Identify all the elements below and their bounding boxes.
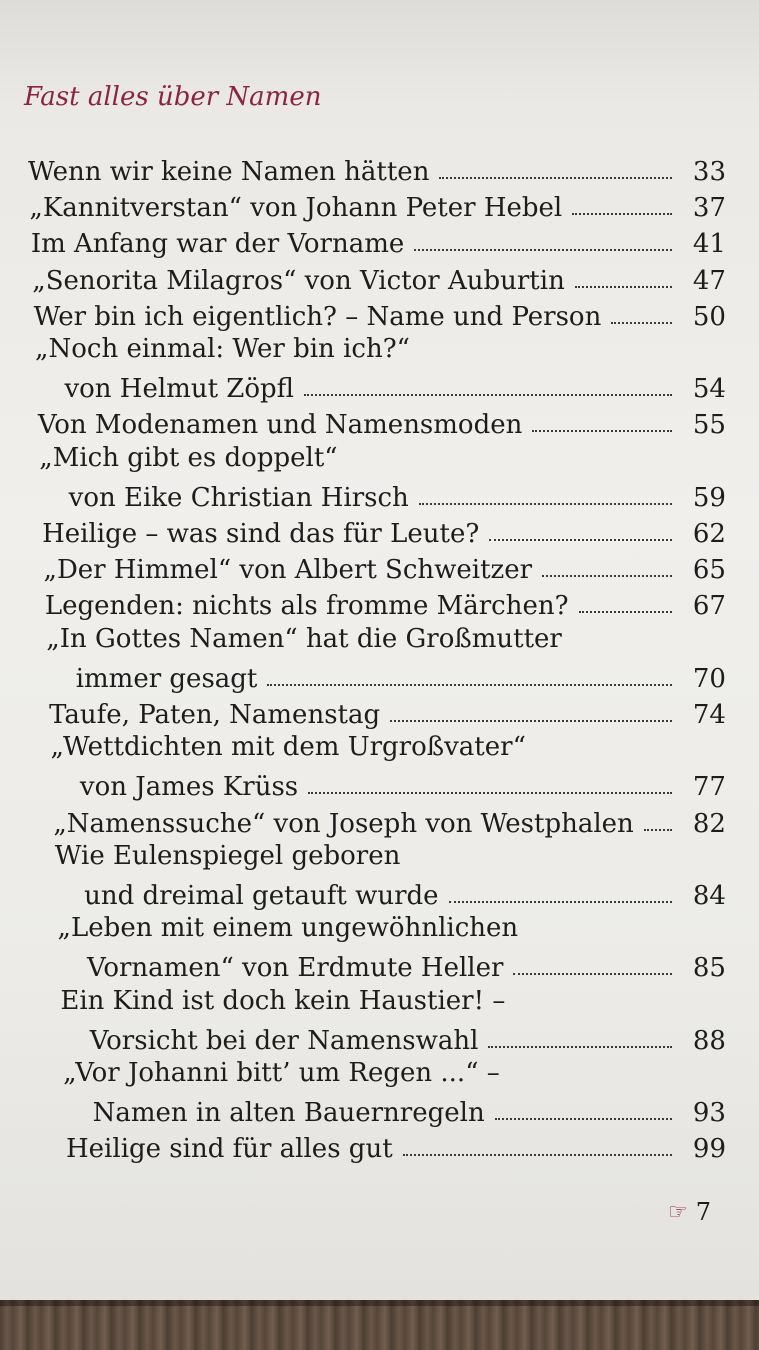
toc-entry-title: von James Krüss (79, 772, 299, 803)
toc-entry (43, 550, 726, 586)
toc-entry-title: Taufe, Paten, Namenstag (49, 700, 381, 730)
toc-entry (64, 369, 726, 405)
toc-dot-leader (419, 503, 672, 505)
toc-dot-leader (489, 539, 672, 541)
toc-entry (76, 659, 726, 695)
toc-entry-title-line: „Noch einmal: Wer bin ich?“ (35, 334, 410, 364)
toc-entry (28, 152, 726, 188)
toc-entry-title: Vornamen“ von Erdmute Heller (86, 953, 504, 984)
toc-dot-leader (644, 829, 672, 831)
toc-dot-leader (414, 249, 672, 251)
toc-page-number: 88 (692, 1025, 726, 1056)
toc-page-number: 77 (692, 772, 726, 803)
toc-entry-title: „Kannitverstan“ von Johann Peter Hebel (29, 193, 563, 224)
toc-entry (87, 948, 726, 984)
toc-page-number: 65 (692, 555, 726, 586)
toc-entry (93, 1093, 726, 1129)
toc-entry (34, 297, 726, 333)
toc-dot-leader (449, 901, 672, 903)
toc-entry-title-line: „Leben mit einem ungewöhnlichen (57, 913, 519, 944)
toc-dot-leader (403, 1154, 672, 1156)
toc-entry (32, 261, 726, 297)
toc-page-number: 50 (692, 301, 726, 332)
toc-dot-leader (579, 611, 672, 613)
toc-entry-title: Heilige – was sind das für Leute? (42, 519, 480, 549)
toc-entry (49, 695, 726, 731)
page-edge-shadow (0, 1300, 759, 1306)
toc-dot-leader (308, 792, 672, 794)
toc-entry-title: Von Modenamen und Namensmoden (37, 410, 523, 441)
toc-entry-title-line: Wie Eulenspiegel geboren (54, 840, 401, 871)
toc-page-number: 59 (692, 482, 726, 513)
toc-dot-leader (572, 213, 672, 215)
toc-entry-title: Legenden: nichts als fromme Märchen? (44, 591, 569, 622)
toc-entry (84, 876, 726, 912)
toc-entry-title: von Helmut Zöpfl (64, 374, 294, 405)
toc-page-number: 70 (692, 663, 726, 694)
toc-entry-title: Namen in alten Bauernregeln (92, 1098, 485, 1129)
toc-page-number: 33 (692, 157, 726, 187)
toc-entry-title: immer gesagt (75, 663, 258, 694)
toc-page-number: 37 (692, 193, 726, 224)
toc-page-number: 85 (692, 953, 726, 984)
toc-dot-leader (575, 286, 672, 288)
toc-entry (80, 767, 726, 803)
toc-entry-title: Wenn wir keine Namen hätten (28, 157, 430, 187)
toc-entry-title: Vorsicht bei der Namenswahl (89, 1025, 479, 1056)
toc-page-number: 41 (692, 229, 726, 260)
toc-entry-title: und dreimal getauft wurde (84, 881, 439, 911)
toc-dot-leader (611, 322, 672, 324)
toc-entry-title: Im Anfang war der Vorname (30, 229, 405, 260)
toc-page-number: 82 (692, 808, 726, 839)
toc-dot-leader (495, 1118, 672, 1120)
toc-entry-title: Heilige sind für alles gut (66, 1134, 393, 1165)
toc-dot-leader (513, 973, 672, 975)
toc-dot-leader (390, 720, 672, 722)
toc-dot-leader (439, 177, 672, 179)
toc-dot-leader (542, 575, 672, 577)
toc-page-number: 99 (692, 1134, 726, 1165)
toc-entry-title: „Namenssuche“ von Joseph von Westphalen (53, 808, 634, 839)
toc-entry-title-line: Ein Kind ist doch kein Haustier! – (60, 985, 506, 1016)
toc-entry (29, 188, 726, 224)
toc-entry (42, 514, 726, 550)
toc-page-number: 93 (692, 1098, 726, 1129)
toc-entry-title-line: „Vor Johanni bitt’ um Regen ...“ – (63, 1058, 500, 1088)
page-number: 7 (695, 1198, 712, 1226)
toc-entry-title: „Senorita Milagros“ von Victor Auburtin (32, 265, 565, 296)
toc-entry (69, 478, 726, 514)
toc-dot-leader (304, 394, 672, 396)
toc-entry (45, 586, 726, 622)
toc-page-number: 84 (692, 881, 726, 911)
toc-entry-title: „Der Himmel“ von Albert Schweitzer (43, 555, 533, 586)
toc-entry-title-line: „Wettdichten mit dem Urgroßvater“ (50, 732, 526, 763)
page-footer (668, 1198, 711, 1226)
toc-entry (90, 1021, 726, 1057)
toc-dot-leader (488, 1046, 672, 1048)
toc-page-number: 54 (692, 374, 726, 405)
toc-page-number: 55 (692, 410, 726, 441)
toc-entry-title-line: „Mich gibt es doppelt“ (39, 442, 338, 473)
toc-entry-title: von Eike Christian Hirsch (68, 482, 409, 513)
toc-page-number: 62 (692, 519, 726, 549)
toc-dot-leader (267, 684, 672, 686)
toc-page-number: 67 (692, 591, 726, 622)
toc-entry (53, 804, 726, 840)
pointing-hand-icon: ☞ (668, 1199, 688, 1225)
toc-entry-title-line: „In Gottes Namen“ hat die Großmutter (46, 623, 562, 654)
toc-dot-leader (532, 430, 672, 432)
wooden-surface (0, 1300, 759, 1350)
toc-page-number: 74 (692, 700, 726, 730)
toc-page-number: 47 (692, 265, 726, 296)
toc-entry (38, 405, 726, 441)
section-title: Fast alles über Namen (24, 82, 322, 112)
toc-entry (66, 1129, 726, 1165)
toc-entry-title: Wer bin ich eigentlich? – Name und Person (33, 301, 602, 332)
toc-entry (31, 224, 726, 260)
